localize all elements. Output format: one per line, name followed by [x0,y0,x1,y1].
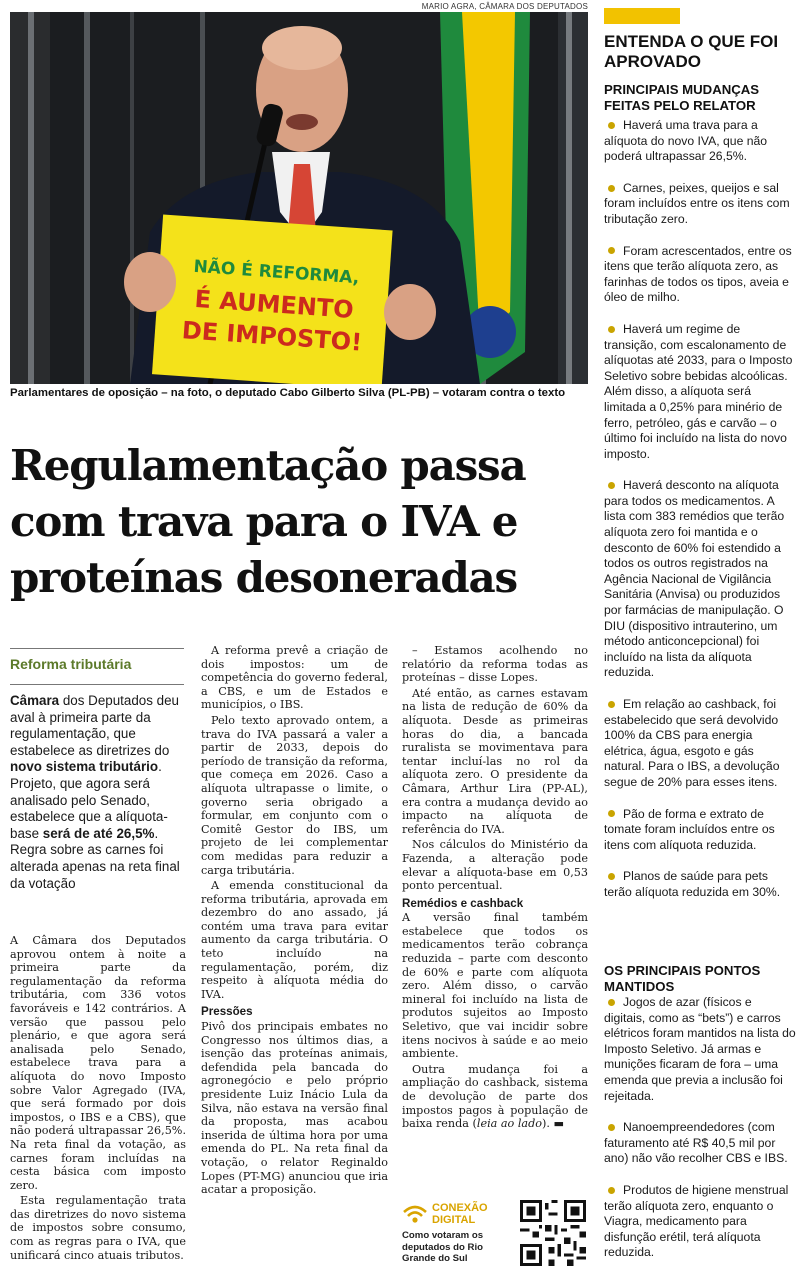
list-item-text: Jogos de azar (físicos e digitais, como as “bets”) e carros elétricos foram mantidos na lista do Imposto Seletivo. Já armas e munições ficaram de fora – uma emenda que previa a inclusão foi rejeitada. [604,995,796,1103]
bullet-icon [608,1124,615,1131]
sidebar-subtitle-kept: OS PRINCIPAIS PONTOS MANTIDOS [604,963,761,994]
list-item-text: Produtos de higiene menstrual terão alíquota zero, enquanto o Viagra, medicamento para disfunção erétil, terá alíquota reduzida. [604,1182,789,1260]
bullet-icon [608,999,615,1006]
conexao-digital-box[interactable] [402,1200,588,1276]
bullet-icon [608,810,615,817]
kept-list [604,995,796,1277]
sign-line-1: NÃO É REFORMA, [192,256,360,289]
protest-sign [152,214,393,384]
photo-credit: MARIO AGRA, CÂMARA DOS DEPUTADOS [421,2,588,11]
list-item [604,322,796,462]
lede-text-3: . Regra sobre as carnes foi alterada apenas na reta final da votação [10,825,180,891]
paragraph: Esta regulamentação trata das diretrizes do novo sistema de impostos sobre consumo, com as regras para o IVA, que unificará cinco atuais tributos. [10,1194,186,1262]
lede-bold-1: Câmara [10,693,60,708]
list-item-text: Haverá um regime de transição, com escalonamento de alíquotas até 2033, para o Imposto Seletivo sobre bebidas alcoólicas. Além disso, a alíquota será limitada a 0,25% para minério de ferro, petróleo, gás e carvão – o último foi incluído na lista do novo imposto. [604,321,793,461]
wifi-icon [402,1204,428,1224]
conexao-title-line-1: CONEXÃO [432,1202,488,1214]
paragraph: A emenda constitucional da reforma tributária, aprovada em dezembro do ano assado, já contém uma trava para evitar aumento da carga tributária. O teto incluído na regulamentação, porém, diz respeito à alíquota média do IVA. [201,879,388,1001]
article-column-1 [10,934,186,1264]
article-column-2 [201,644,388,1199]
bullet-icon [608,873,615,880]
sidebar-tab [604,8,680,24]
paragraph-end: ). [541,1117,550,1131]
paragraph: Nos cálculos do Ministério da Fazenda, a alteração pode elevar a alíquota-base em 0,53 ponto percentual. [402,838,588,893]
qr-code-icon[interactable] [520,1200,586,1266]
list-item-text: Em relação ao cashback, foi estabelecido que será devolvido 100% da CBS para energia elétrica, água, esgoto e gás natural. Para o IBS, a devolução segue de 20% para esses itens. [604,697,780,789]
bullet-icon [608,1187,615,1194]
list-item-text: Planos de saúde para pets terão alíquota reduzida em 30%. [604,869,781,899]
sidebar-title: ENTENDA O QUE FOI APROVADO [604,32,779,71]
list-item [604,244,796,306]
news-photo [10,12,588,384]
lede-text-2: . Projeto, que agora será analisado pelo Senado, estabelece que a alíquota-base [10,759,168,841]
cross-reference: leia ao lado [476,1117,542,1131]
list-item-text: Pão de forma e extrato de tomate foram incluídos entre os itens com alíquota reduzida. [604,806,775,852]
paragraph: A versão final também estabelece que todos os medicamentos terão cobrança reduzida – parte com desconto de 60% e parte com alíquota zero. Além disso, o carvão mineral foi incluído na lista de produtos sujeitos ao Imposto Seletivo, que vai incidir sobre itens nocivos à saúde e ao meio ambiente. [402,911,588,1061]
deputy-photo-illustration [10,12,588,384]
paragraph-text: Outra mudança foi a ampliação do cashback, sistema de devolução de parte dos impostos pagos à população de baixa renda ( [402,1062,588,1131]
end-mark-icon: ▬ [553,1117,565,1131]
lede-bold-3: será de até 26,5% [42,825,155,841]
paragraph: Pelo texto aprovado ontem, a trava do IVA passará a valer a partir de 2033, depois do período de transição da reforma, que começa em 2026. Caso a alíquota ultrapasse o limite, o governo seria obrigado a formular, em conjunto com o Comitê Gestor do IBS, um projeto de lei complementar com medidas para reduzir a carga tributária. [201,713,388,877]
bullet-icon [608,326,615,333]
lede [10,693,186,892]
list-item [604,478,796,681]
changes-list [604,118,796,917]
bullet-icon [608,482,615,489]
subhead-pressoes: Pressões [201,1005,253,1019]
sidebar-subtitle-changes: PRINCIPAIS MUDANÇAS FEITAS PELO RELATOR [604,82,760,113]
list-item-text: Haverá uma trava para a alíquota do novo IVA, que não poderá ultrapassar 26,5%. [604,118,768,164]
section-kicker: Reforma tributária [10,656,132,672]
bullet-icon [608,701,615,708]
list-item-text: Haverá desconto na alíquota para todos os medicamentos. A lista com 383 remédios que terão alíquota zero foi mantida e o desconto de 60% foi estendido a todos os outros registrados na Agência Nacional de Vigilância Sanitária (Anvisa) ou produzidos por farmácias de manipulação. O DIU (dispositivo intrauterino, um método anticoncepcional) foi incluído na lista da alíquota reduzida. [604,478,785,680]
lede-bold-2: novo sistema tributário [10,759,159,775]
headline: Regulamentação passa com trava para o IVA e proteínas desoneradas [10,441,526,602]
bullet-icon [608,185,615,192]
conexao-title-line-2: DIGITAL [432,1214,476,1226]
list-item-text: Carnes, peixes, queijos e sal foram incluídos entre os itens com tributação zero. [604,180,790,226]
bullet-icon [608,247,615,254]
list-item [604,1120,796,1167]
lede-text-1: dos Deputados deu aval à primeira parte da regulamentação, que estabelece as diretrizes do [10,693,180,758]
list-item-text: Foram acrescentados, entre os itens que terão alíquota zero, as farinhas de todos os tipos, aveia e óleo de milho. [604,243,792,305]
list-item [604,807,796,854]
conexao-title [432,1202,488,1226]
list-item [604,181,796,228]
conexao-subtitle: Como votaram os deputados do Rio Grande do Sul [402,1230,484,1265]
photo-caption: Parlamentares de oposição – na foto, o deputado Cabo Gilberto Silva (PL-PB) – votaram contra o texto [10,387,566,399]
article-column-3 [402,644,588,1133]
kicker-rule-bottom [10,684,184,685]
paragraph: A reforma prevê a criação de dois impostos: um de competência do governo federal, a CBS, e um de Estados e municípios, o IBS. [201,644,388,712]
list-item [604,118,796,165]
paragraph-last [402,1063,588,1131]
sign-line-2: É AUMENTO [193,284,355,324]
paragraph: Até então, as carnes estavam na lista de redução de 60% da alíquota. Desde as primeiras horas do dia, a bancada ruralista se movimentava para tentar incluí-las no rol da alíquota zero. O presidente da Câmara, Arthur Lira (PP-AL), era contra a mudança devido ao impacto na alíquota de referência do IVA. [402,686,588,836]
paragraph: Pivô dos principais embates no Congresso nos últimos dias, a isenção das proteínas animais, defendida pela bancada do agronegócio e pelo próprio presidente Luiz Inácio Lula da Silva, não estava na versão final da proposta, mas acabou inserida de última hora por uma emenda do PL. Na reta final da votação, o relator Reginaldo Lopes (PT-MG) anunciou que iria acatar a proposição. [201,1020,388,1197]
subhead-remedios: Remédios e cashback [402,896,524,910]
bullet-icon [608,122,615,129]
list-item [604,1183,796,1261]
paragraph: – Estamos acolhendo no relatório da reforma todas as proteínas – disse Lopes. [402,644,588,685]
sign-line-3: DE IMPOSTO! [180,316,363,357]
list-item [604,869,796,900]
list-item-text: Nanoempreendedores (com faturamento até R$ 40,5 mil por ano) não vão recolher CBS e IBS. [604,1120,788,1166]
paragraph: A Câmara dos Deputados aprovou ontem à noite a primeira parte da regulamentação da reforma tributária, com 336 votos favoráveis e 142 contrários. A versão que passou pelo plenário, e que agora será analisada pelo Senado, estabelece trava para a alíquota do novo Imposto sobre Valor Agregado (IVA, que será formado por dois impostos, o IBS e a CBS), que não poderá ultrapassar 26,5%. Na reta final da votação, as carnes foram incluídas na cesta básica com imposto zero. [10,934,186,1192]
list-item [604,697,796,791]
list-item [604,995,796,1104]
kicker-rule-top [10,648,184,649]
